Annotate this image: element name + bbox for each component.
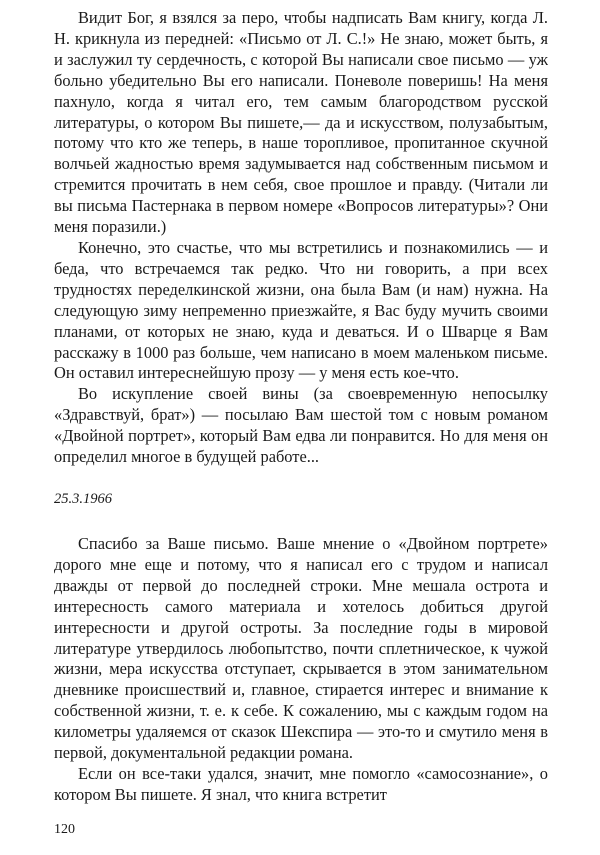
paragraph: Видит Бог, я взялся за перо, чтобы надписать Вам книгу, когда Л. Н. крикнула из передней: «Письмо от Л. С.!» Не знаю, может быть, я и заслужил ту сердечность, с которой Вы написали свое письмо — уж больно убедительно Вы его написали. Поневоле поверишь! На меня пахнуло, когда я читал его, тем самым благородством русской литературы, о котором Вы пишете,— да и искусством, полузабытым, потому что кто же теперь, в наше торопливое, пропитанное скучной волчьей жадностью время задумывается над собственным письмом и стремится прочитать в нем себя, свое прошлое и правду. (Читали ли вы письма Пастернака в первом номере «Вопросов литературы»? Они меня поразили.) xyxy=(54,8,548,237)
paragraph: Спасибо за Ваше письмо. Ваше мнение о «Двойном портрете» дорого мне еще и потому, что я написал его с трудом и написал дважды от первой до последней строки. Мне мешала острота и интересность самого материала и хотелось добиться другой интересности и другой остроты. За последние годы в мировой литературе утвердилось любопытство, почти сплетническое, к чужой жизни, мера искусства отступает, скрывается в этом занимательном дневнике происшествий и, главное, стирается интерес и внимание к собственной жизни, т. е. к себе. К сожалению, мы с каждым годом на километры удаляемся от сказок Шекспира — это-то и смутило меня в первой, документальной редакции романа. xyxy=(54,534,548,763)
page-number: 120 xyxy=(54,822,75,837)
paragraph: Если он все-таки удался, значит, мне помогло «самосознание», о котором Вы пишете. Я знал, что книга встретит xyxy=(54,763,548,804)
letter-date: 25.3.1966 xyxy=(54,491,112,507)
letter-text-1 xyxy=(54,8,548,468)
paragraph: Конечно, это счастье, что мы встретились и познакомились — и беда, что встречаемся так редко. Что ни говорить, а при всех трудностях переделкинской жизни, она была Вам (и нам) нужна. На следующую зиму непременно приезжайте, я Вас буду мучить своими планами, от которых не знаю, куда и деваться. И о Шварце я Вам расскажу в 1000 раз больше, чем написано в моем маленьком письме. Он оставил интереснейшую прозу — у меня есть кое-что. xyxy=(54,237,548,383)
letter-text-2 xyxy=(54,534,548,806)
paragraph: Во искупление своей вины (за своевременную непосылку «Здравствуй, брат») — посылаю Вам шестой том с новым романом «Двойной портрет», который Вам едва ли понравится. Но для меня он определил многое в будущей работе... xyxy=(54,384,548,467)
